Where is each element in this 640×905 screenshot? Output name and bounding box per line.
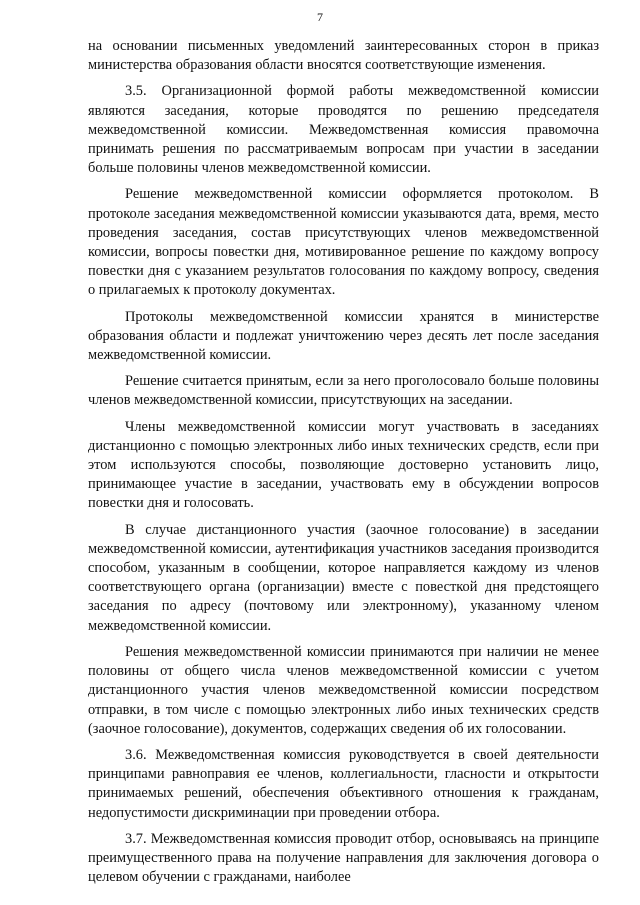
- paragraph-3-5: 3.5. Организационной формой работы межведомственной комиссии являются заседания, которые проводятся по решению председателя межведомственной комиссии. Межведомственная комиссия правомочна принимать решения по рассматриваемым вопросам при участии в заседании больше половины членов межведомственной комиссии.: [88, 83, 599, 177]
- paragraph-continuation: на основании письменных уведомлений заинтересованных сторон в приказ министерства образования области вносятся соответствующие изменения.: [88, 38, 599, 74]
- paragraph-protocol-storage: Протоколы межведомственной комиссии хранятся в министерстве образования области и подлежат уничтожению через десять лет после заседания межведомственной комиссии.: [88, 308, 599, 364]
- paragraph-protocol-decision: Решение межведомственной комиссии оформляется протоколом. В протоколе заседания межведомственной комиссии указываются дата, время, место проведения заседания, состав присутствующих членов межведомственной комиссии, вопросы повестки дня, мотивированное решение по каждому вопросу повестки дня с указанием результатов голосования по каждому вопросу, сведения о прилагаемых к протоколу документах.: [88, 186, 599, 299]
- paragraph-remote-participation: Члены межведомственной комиссии могут участвовать в заседаниях дистанционно с помощью электронных либо иных технических средств, если при этом используются способы, позволяющие достоверно установить лицо, принимающее участие в заседании, участвовать ему в обсуждении вопросов повестки дня и голосовать.: [88, 418, 599, 512]
- paragraph-3-7: 3.7. Межведомственная комиссия проводит отбор, основываясь на принципе преимущественного права на получение направления для заключения договора о целевом обучении с гражданами, наиболее: [88, 830, 599, 886]
- paragraph-remote-voting: В случае дистанционного участия (заочное голосование) в заседании межведомственной комиссии, аутентификация участников заседания производится способом, указанным в сообщении, которое направляется каждому из членов соответствующего органа (организации) вместе с повесткой дня предстоящего заседания по адресу (почтовому или электронному), указанному членом межведомственной комиссии.: [88, 521, 599, 634]
- paragraph-quorum: Решения межведомственной комиссии принимаются при наличии не менее половины от общего числа членов межведомственной комиссии с учетом дистанционного участия членов межведомственной комиссии посредством отправки, в том числе с помощью электронных либо иных технических средств (заочное голосование), документов, содержащих сведения об их голосовании.: [88, 643, 599, 737]
- page-number: 7: [317, 10, 323, 24]
- document-body: [88, 37, 599, 894]
- paragraph-3-6: 3.6. Межведомственная комиссия руководствуется в своей деятельности принципами равноправия ее членов, коллегиальности, гласности и открытости принимаемых решений, обеспечения объективного отношения к гражданам, недопустимости дискриминации при проведении отбора.: [88, 746, 599, 821]
- paragraph-decision-adopted: Решение считается принятым, если за него проголосовало больше половины членов межведомственной комиссии, присутствующих на заседании.: [88, 373, 599, 409]
